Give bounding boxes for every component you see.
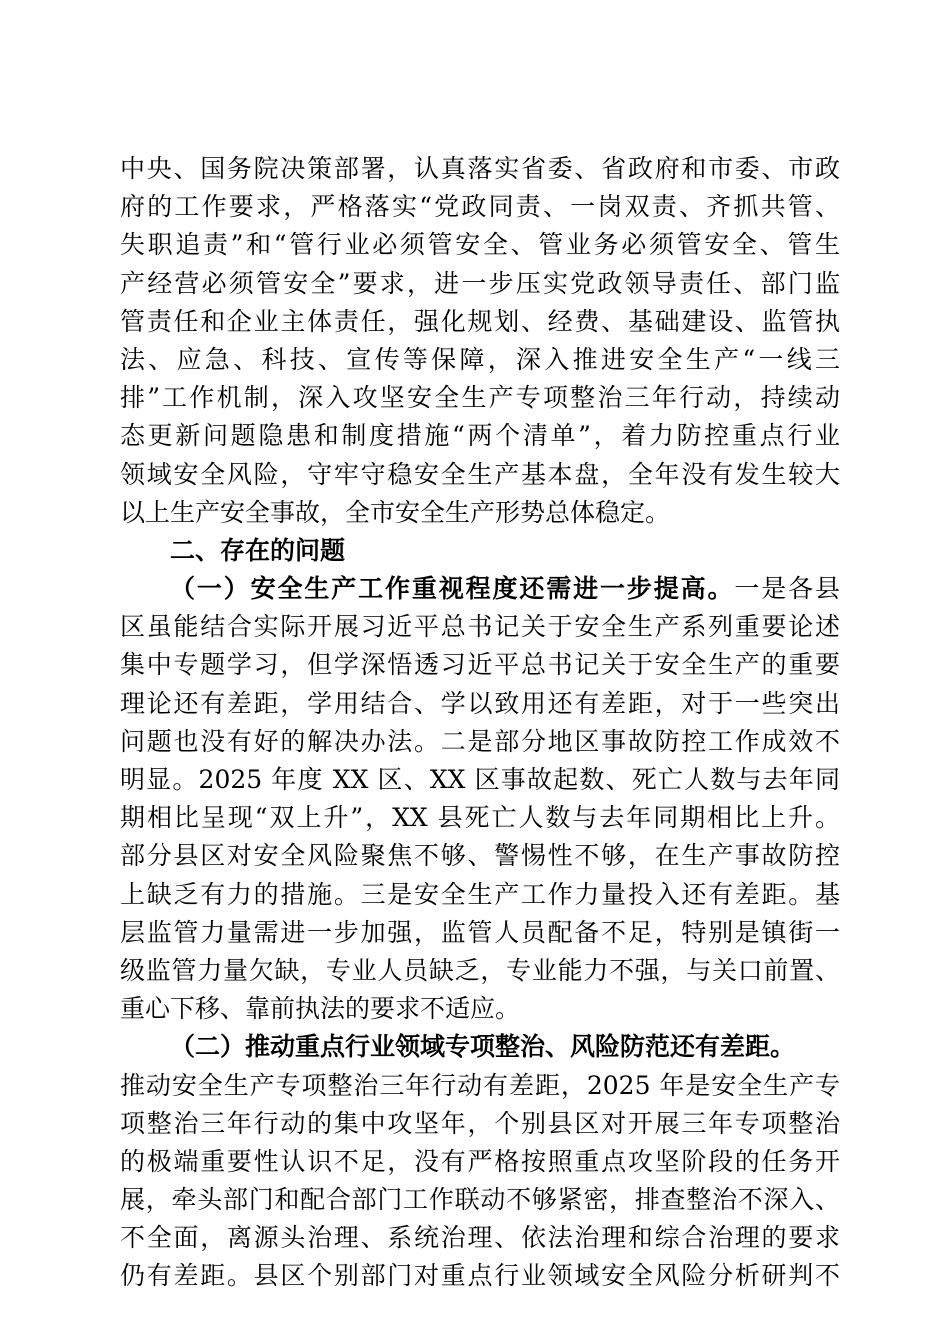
text-line: 法、应急、科技、宣传等保障，深入推进安全生产“一线三 (120, 344, 840, 374)
text-line: 中央、国务院决策部署，认真落实省委、省政府和市委、市政 (120, 154, 840, 183)
text-line: 项整治三年行动的集中攻坚年，个别县区对开展三年专项整治 (120, 1108, 840, 1138)
paragraph-subsection-1 (120, 570, 840, 1028)
text-line: 领域安全风险，守牢守稳安全生产基本盘，全年没有发生较大 (120, 459, 840, 489)
document-body (120, 150, 840, 1296)
paragraph-subsection-2 (120, 1028, 840, 1295)
text-line: 管责任和企业主体责任，强化规划、经费、基础建设、监管执 (120, 306, 840, 336)
text-line: 层监管力量需进一步加强，监管人员配备不足，特别是镇街一 (120, 917, 840, 947)
subsection-text: 一是各县 (734, 574, 840, 604)
text-line: 仍有差距。县区个别部门对重点行业领域安全风险分析研判不 (120, 1261, 840, 1291)
text-line: 不全面，离源头治理、系统治理、依法治理和综合治理的要求 (120, 1223, 840, 1253)
text-line: 失职追责”和“管行业必须管安全、管业务必须管安全、管生 (120, 230, 840, 260)
text-line: 级监管力量欠缺，专业人员缺乏，专业能力不强，与关口前置、 (120, 955, 840, 985)
text-line: 排”工作机制，深入攻坚安全生产专项整治三年行动，持续动 (120, 383, 840, 413)
text-line: 部分县区对安全风险聚焦不够、警惕性不够，在生产事故防控 (120, 841, 840, 871)
text-line: 上缺乏有力的措施。三是安全生产工作力量投入还有差距。基 (120, 879, 840, 909)
subsection-title: （一）安全生产工作重视程度还需进一步提高。 (170, 574, 735, 604)
subsection-first-line (120, 570, 840, 608)
text-line: 理论还有差距，学用结合、学以致用还有差距，对于一些突出 (120, 688, 840, 718)
section-heading: 二、存在的问题 (170, 535, 346, 565)
text-line: 区虽能结合实际开展习近平总书记关于安全生产系列重要论述 (120, 612, 840, 642)
text-line: 态更新问题隐患和制度措施“两个清单”，着力防控重点行业 (120, 421, 840, 451)
text-line: 问题也没有好的解决办法。二是部分地区事故防控工作成效不 (120, 726, 840, 756)
text-line: 明显。2025 年度 XX 区、XX 区事故起数、死亡人数与去年同 (120, 765, 840, 794)
text-line: 期相比呈现“双上升”，XX 县死亡人数与去年同期相比上升。 (120, 803, 840, 833)
text-line: 推动安全生产专项整治三年行动有差距，2025 年是安全生产专 (120, 1070, 840, 1100)
text-line: 府的工作要求，严格落实“党政同责、一岗双责、齐抓共管、 (120, 192, 840, 222)
text-line: 集中专题学习，但学深悟透习近平总书记关于安全生产的重要 (120, 650, 840, 680)
text-line: 产经营必须管安全”要求，进一步压实党政领导责任、部门监 (120, 268, 840, 298)
subsection-title: （二）推动重点行业领域专项整治、风险防范还有差距。 (170, 1032, 796, 1062)
paragraph-intro (120, 150, 840, 532)
text-line: 的极端重要性认识不足，没有严格按照重点攻坚阶段的任务开 (120, 1146, 840, 1176)
text-line: 以上生产安全事故，全市安全生产形势总体稳定。 (120, 497, 671, 527)
text-line: 重心下移、靠前执法的要求不适应。 (120, 994, 521, 1024)
text-line: 展，牵头部门和配合部门工作联动不够紧密，排查整治不深入、 (120, 1185, 840, 1215)
